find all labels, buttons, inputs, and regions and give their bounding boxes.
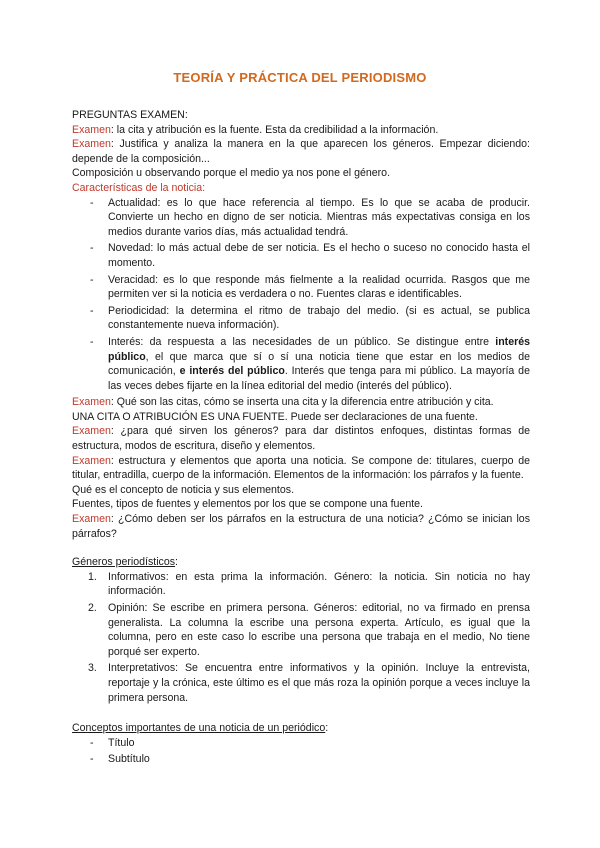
list-item: [72, 570, 530, 599]
exam-text: : la cita y atribución es la fuente. Esta da credibilidad a la información.: [110, 123, 439, 136]
bold-term: e interés del público: [179, 365, 285, 378]
exam-text: : ¿para qué sirven los géneros? para dar distintos enfoques, distintas formas de estructura, modos de escritura, diseño y elementos.: [72, 425, 530, 453]
section-heading: [72, 721, 530, 736]
heading-colon: :: [325, 722, 329, 735]
document-body: [72, 108, 530, 769]
page-title: TEORÍA Y PRÁCTICA DEL PERIODISMO: [173, 70, 427, 85]
paragraph: Qué es el concepto de noticia y sus elementos.: [72, 483, 295, 496]
list-item: [72, 335, 530, 393]
exam-question: [72, 454, 530, 483]
list-item: - Subtítulo: [72, 752, 530, 767]
list-item: - Actualidad: es lo que hace referencia al tiempo. Es lo que se acaba de producir. Convierte un hecho en digno de ser noticia. Mientras más expectativas consiga en los medios durante varios días, más actualidad tendrá.: [72, 196, 530, 240]
list-item: [72, 601, 530, 659]
conceptos-list: [72, 736, 530, 767]
exam-text: : estructura y elementos que aporta una noticia. Se compone de: titulares, cuerpo de titular, entradilla, cuerpo de la información. Elementos de la información: los párrafos y la fuente.: [72, 454, 530, 482]
list-item: - Título: [72, 736, 530, 751]
spacer: [72, 541, 530, 555]
heading-colon: :: [175, 556, 178, 569]
bold-term: interés público: [108, 335, 530, 363]
underlined-heading: Conceptos importantes de una noticia de un periódico: [72, 722, 326, 735]
paragraph: UNA CITA O ATRIBUCIÓN ES UNA FUENTE. Puede ser declaraciones de una fuente.: [72, 410, 478, 423]
list-item: - Veracidad: es lo que responde más fielmente a la realidad ocurrida. Rasgos que me permiten ver si la noticia es verdadera o no. Fuentes claras e identificables.: [72, 273, 530, 302]
generos-list: [72, 570, 530, 705]
section-heading: [72, 555, 530, 570]
exam-label: Examen: [72, 454, 111, 467]
list-item: - Novedad: lo más actual debe de ser noticia. Es el hecho o suceso no conocido hasta el momento.: [72, 241, 530, 270]
exam-label: Examen: [72, 138, 111, 151]
paragraph: Fuentes, tipos de fuentes y elementos por los que se compone una fuente.: [72, 498, 423, 511]
spacer: [72, 707, 530, 721]
exam-text: : ¿Cómo deben ser los párrafos en la estructura de una noticia? ¿Cómo se inician los párrafos?: [72, 513, 530, 540]
text-run: , el que marca que sí o sí una noticia tiene que estar en los medios de comunicación,: [108, 350, 530, 378]
list-text: Opinión: Se escribe en primera persona. Géneros: editorial, no va firmado en prensa generalista. La columna la escribe una persona experta. Artículo, es igual que la columna, pero en este caso lo escribe una persona que trabaja en el medio, No tiene porqué ser experto.: [108, 602, 530, 658]
section-heading: Características de la noticia:: [72, 181, 206, 194]
list-number: 2.: [88, 602, 97, 614]
exam-label: Examen: [72, 396, 111, 409]
exam-text: : Qué son las citas, cómo se inserta una cita y la diferencia entre atribución y cita.: [110, 396, 494, 409]
exam-question: [72, 123, 530, 138]
exam-question: [72, 512, 530, 541]
paragraph: Composición u observando porque el medio ya nos pone el género.: [72, 167, 391, 180]
exam-label: Examen: [72, 513, 111, 526]
list-number: 1.: [88, 570, 97, 583]
exam-text: : Justifica y analiza la manera en la que aparecen los géneros. Empezar diciendo: depende de la composición...: [72, 138, 530, 165]
exam-question: [72, 395, 530, 410]
exam-label: Examen: [72, 425, 111, 438]
caracteristicas-list: [72, 196, 530, 394]
text-run: . Interés que tenga para mi público. La mayoría de las veces debes fijarte en la línea editorial del medio (interés del público).: [108, 365, 530, 392]
list-text: Interpretativos: Se encuentra entre informativos y la opinión. Incluye la entrevista, reportaje y la crónica, este último es el que más roza la opinión porque a veces incluye la primera persona.: [108, 662, 530, 704]
preguntas-heading: PREGUNTAS EXAMEN:: [72, 109, 188, 121]
list-text: Informativos: en esta prima la información. Género: la noticia. Sin noticia no hay información.: [108, 570, 530, 598]
exam-question: [72, 424, 530, 453]
list-number: 3.: [88, 662, 97, 675]
text-run: Interés: da respuesta a las necesidades de un público. Se distingue entre: [108, 335, 496, 348]
exam-label: Examen: [72, 123, 111, 136]
underlined-heading: Géneros periodísticos: [72, 556, 176, 569]
list-item: - Periodicidad: la determina el ritmo de trabajo del medio. (si es actual, se publica constantemente nueva información).: [72, 304, 530, 333]
exam-question: [72, 137, 530, 166]
list-item: [72, 661, 530, 705]
